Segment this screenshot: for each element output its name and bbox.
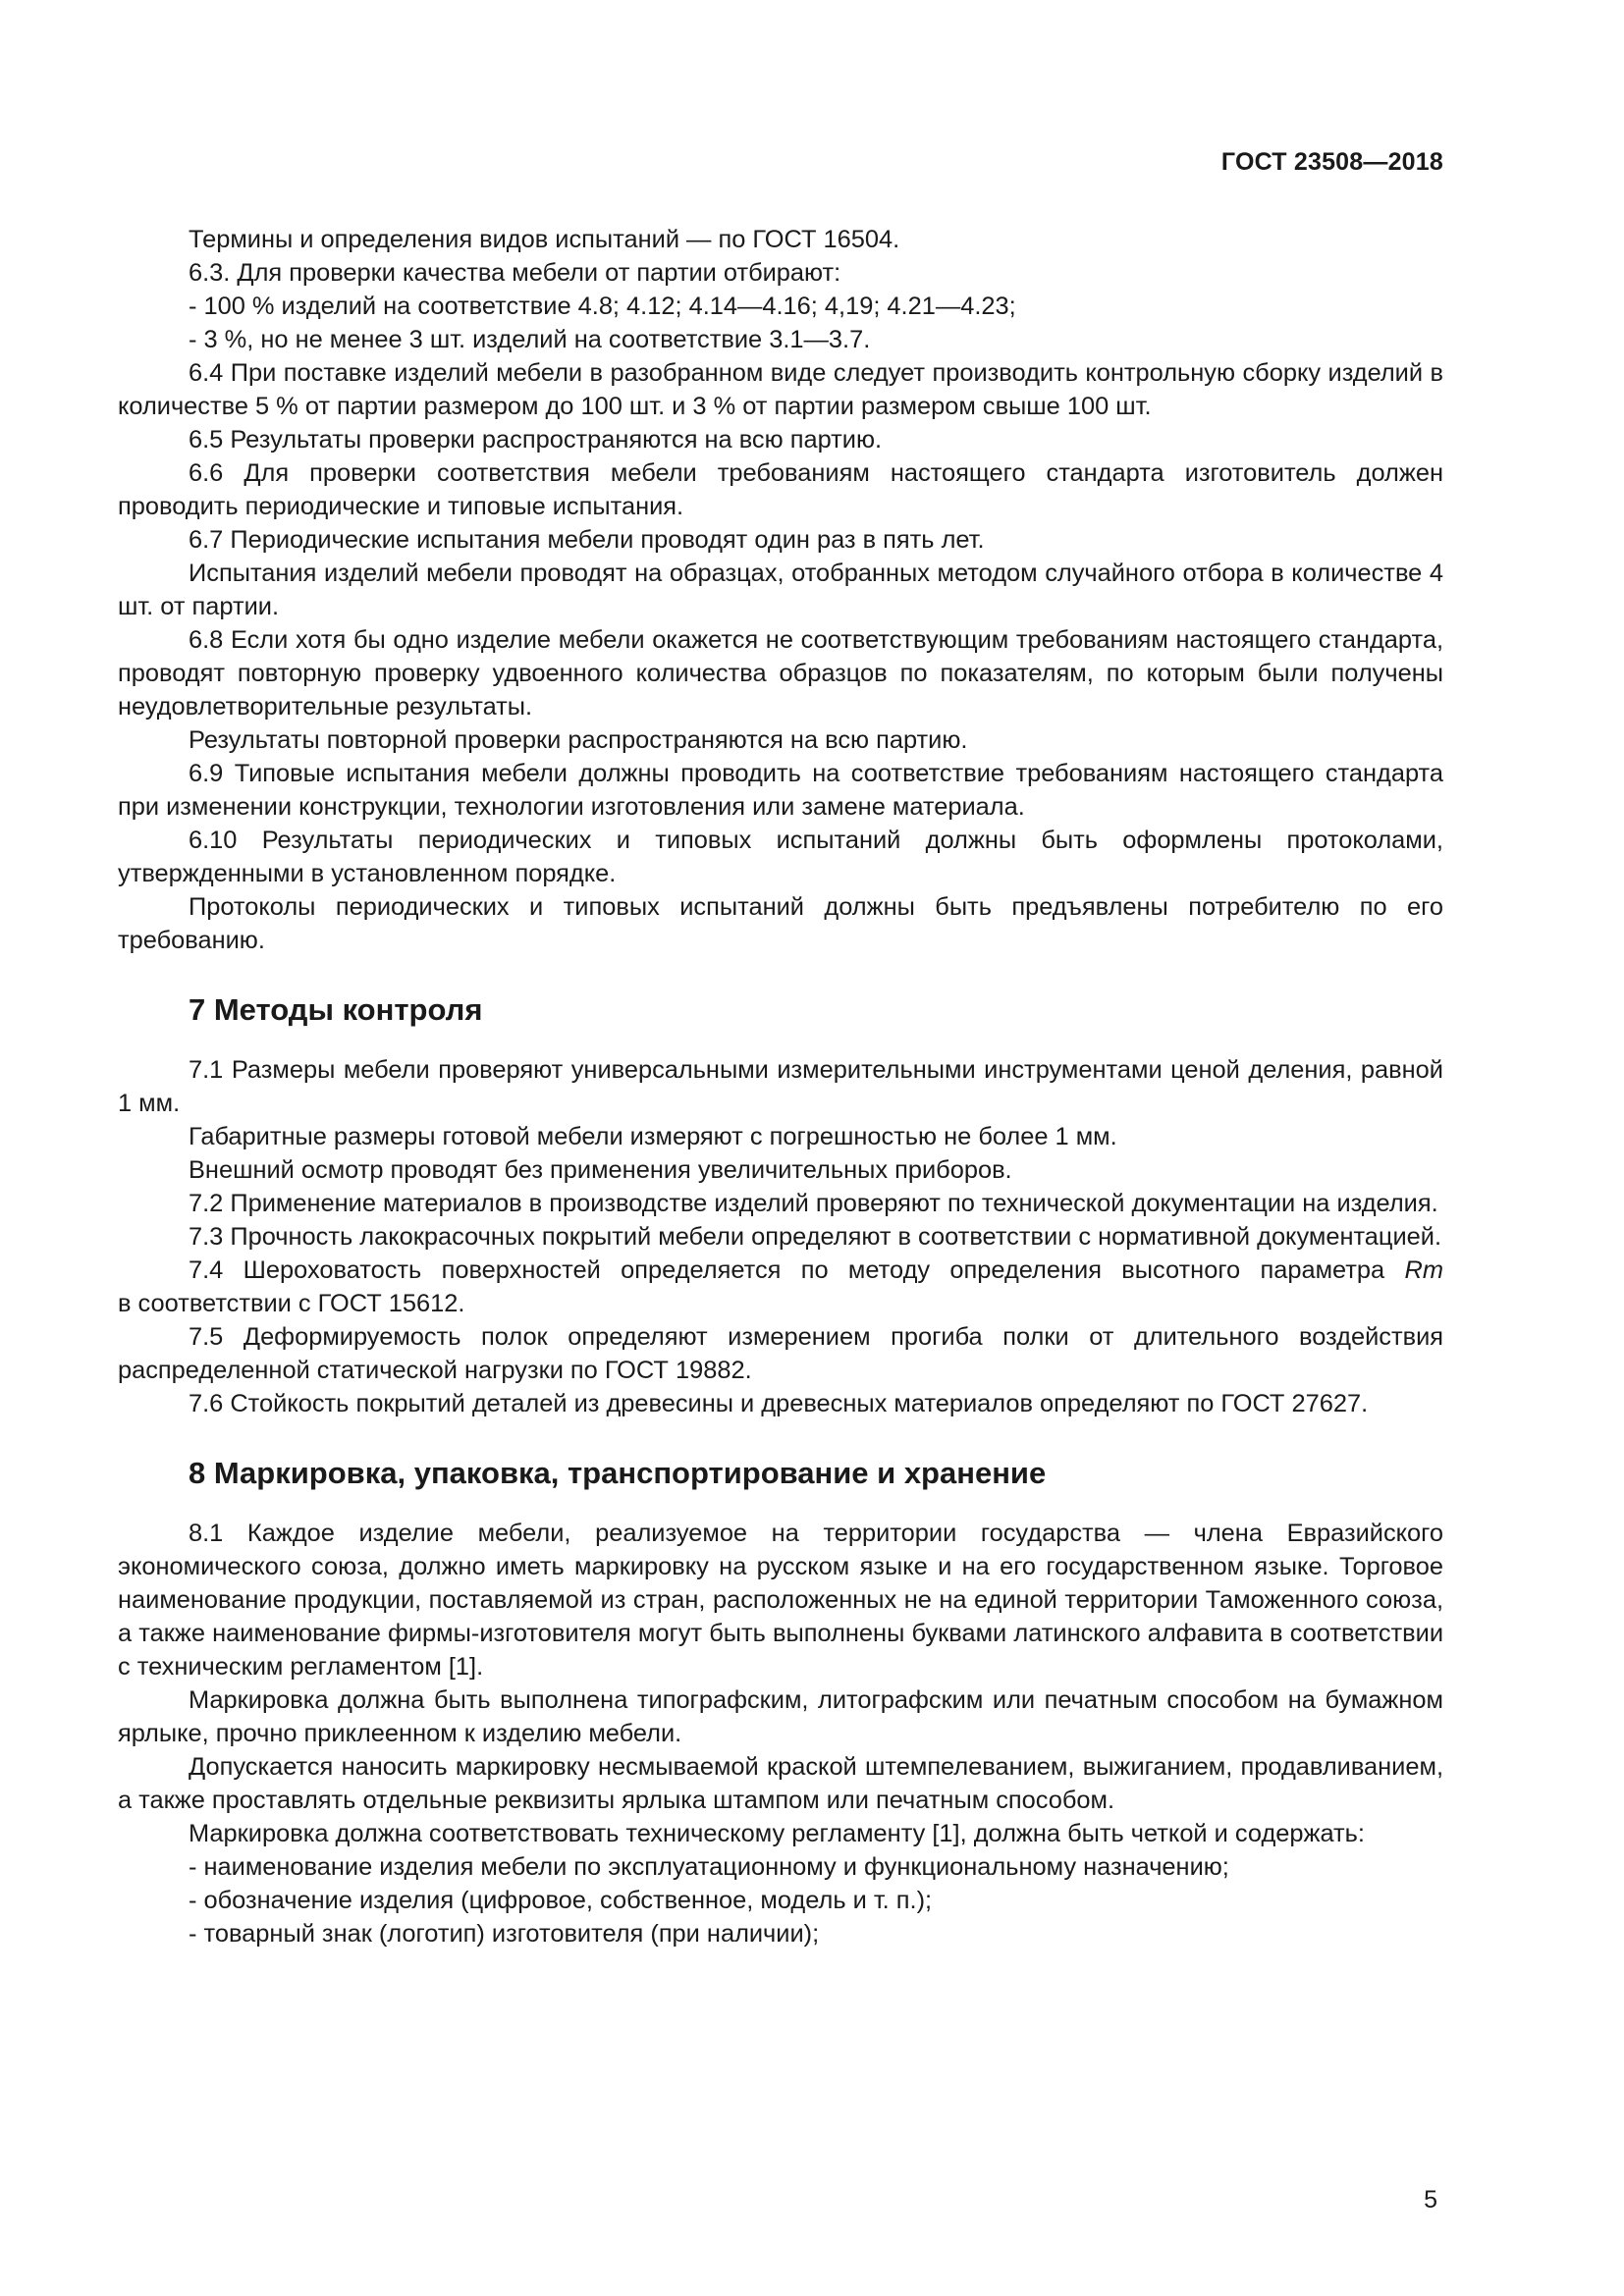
paragraph: 7.6 Стойкость покрытий деталей из древесины и древесных материалов определяют по ГОСТ 27627.	[189, 1390, 1369, 1417]
paragraph: 6.10 Результаты периодических и типовых испытаний должны быть оформлены протоколами, утвержденными в установленном порядке.	[118, 827, 1443, 887]
paragraph: Маркировка должна соответствовать техническому регламенту [1], должна быть четкой и содержать:	[189, 1820, 1365, 1847]
paragraph: 6.5 Результаты проверки распространяются на всю партию.	[189, 426, 883, 454]
paragraph: Протоколы периодических и типовых испытаний должны быть предъявлены потребителю по его требованию.	[118, 893, 1443, 954]
paragraph: Габаритные размеры готовой мебели измеряют с погрешностью не более 1 мм.	[189, 1123, 1117, 1150]
list-item: - наименование изделия мебели по эксплуатационному и функциональному назначению;	[189, 1853, 1229, 1881]
list-item: - 100 % изделий на соответствие 4.8; 4.12; 4.14—4.16; 4,19; 4.21—4.23;	[189, 293, 1016, 320]
page-number: 5	[1424, 2186, 1437, 2214]
paragraph: 6.9 Типовые испытания мебели должны проводить на соответствие требованиям настоящего стандарта при изменении конструкции, технологии изготовления или замене материала.	[118, 760, 1443, 821]
paragraph: 8.1 Каждое изделие мебели, реализуемое на территории государства — члена Евразийского экономического союза, должно иметь маркировку на русском языке и на его государственном языке. Торговое наименование продукции, поставляемой из стран, расположенных не на единой территории Таможенного союза, а также наименование фирмы-изготовителя могут быть выполнены буквами латинского алфавита в соответствии с техническим регламентом [1].	[118, 1520, 1443, 1681]
document-code-header: ГОСТ 23508—2018	[1220, 148, 1443, 176]
parameter-symbol: Rm	[1404, 1256, 1443, 1284]
paragraph: 6.7 Периодические испытания мебели проводят один раз в пять лет.	[189, 526, 985, 554]
paragraph: Маркировка должна быть выполнена типографским, литографским или печатным способом на бумажном ярлыке, прочно приклеенном к изделию мебели.	[118, 1686, 1443, 1747]
section-heading: 7 Методы контроля	[189, 992, 483, 1027]
paragraph: 6.6 Для проверки соответствия мебели требованиям настоящего стандарта изготовитель должен проводить периодические и типовые испытания.	[118, 459, 1443, 520]
paragraph: 6.8 Если хотя бы одно изделие мебели окажется не соответствующим требованиям настоящего стандарта, проводят повторную проверку удвоенного количества образцов по показателям, по которым были получены неудовлетворительные результаты.	[118, 626, 1443, 721]
paragraph: 7.3 Прочность лакокрасочных покрытий мебели определяют в соответствии с нормативной документацией.	[189, 1223, 1442, 1251]
list-item: - товарный знак (логотип) изготовителя (при наличии);	[189, 1920, 820, 1948]
paragraph: 7.2 Применение материалов в производстве изделий проверяют по технической документации на изделия.	[189, 1190, 1438, 1217]
paragraph	[118, 1254, 1443, 1287]
paragraph: 7.5 Деформируемость полок определяют измерением прогиба полки от длительного воздействия распределенной статической нагрузки по ГОСТ 19882.	[118, 1323, 1443, 1384]
paragraph-text: 7.4 Шероховатость поверхностей определяется по методу определения высотного параметра	[189, 1256, 1405, 1284]
paragraph: в соответствии с ГОСТ 15612.	[118, 1290, 465, 1317]
list-item: - обозначение изделия (цифровое, собственное, модель и т. п.);	[189, 1887, 933, 1914]
paragraph: Допускается наносить маркировку несмываемой краской штемпелеванием, выжиганием, продавливанием, а также проставлять отдельные реквизиты ярлыка штампом или печатным способом.	[118, 1753, 1443, 1814]
document-body	[118, 223, 1443, 1950]
paragraph: 7.1 Размеры мебели проверяют универсальными измерительными инструментами ценой деления, равной 1 мм.	[118, 1056, 1443, 1117]
paragraph: Термины и определения видов испытаний — по ГОСТ 16504.	[189, 226, 900, 253]
paragraph: 6.4 При поставке изделий мебели в разобранном виде следует производить контрольную сборку изделий в количестве 5 % от партии размером до 100 шт. и 3 % от партии размером свыше 100 шт.	[118, 359, 1443, 420]
paragraph: Испытания изделий мебели проводят на образцах, отобранных методом случайного отбора в количестве 4 шт. от партии.	[118, 560, 1443, 620]
paragraph: 6.3. Для проверки качества мебели от партии отбирают:	[189, 259, 841, 287]
paragraph: Внешний осмотр проводят без применения увеличительных приборов.	[189, 1156, 1012, 1184]
section-heading: 8 Маркировка, упаковка, транспортирование и хранение	[189, 1456, 1047, 1490]
list-item: - 3 %, но не менее 3 шт. изделий на соответствие 3.1—3.7.	[189, 326, 871, 353]
paragraph: Результаты повторной проверки распространяются на всю партию.	[189, 726, 968, 754]
